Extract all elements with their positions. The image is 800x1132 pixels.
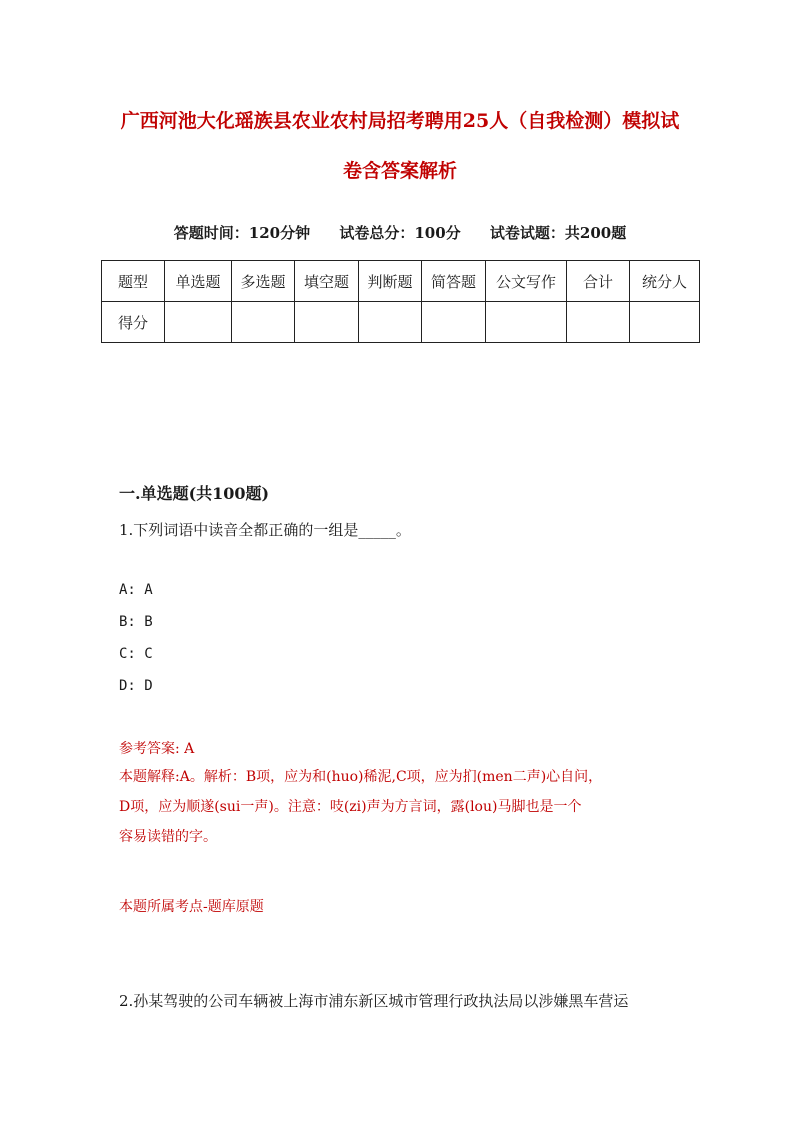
score-table [101, 260, 700, 343]
score-cell[interactable] [486, 302, 567, 343]
header-cell: 合计 [567, 261, 630, 302]
header-cell: 判断题 [359, 261, 422, 302]
score-cell[interactable] [422, 302, 486, 343]
score-cell[interactable] [165, 302, 232, 343]
exam-meta [100, 222, 700, 243]
exam-question-count: 试卷试题：共200题 [489, 224, 627, 242]
section-title: 一.单选题(共100题) [119, 484, 270, 503]
question-1-answer: 参考答案: A [119, 741, 195, 757]
title-line-2: 卷含答案解析 [342, 160, 457, 182]
question-1-explanation [119, 762, 679, 852]
question-1-option-b: B: B [119, 614, 153, 630]
score-table-header-row [102, 261, 700, 302]
question-1-source: 本题所属考点-题库原题 [119, 899, 264, 915]
question-1-option-a: A: A [119, 582, 153, 598]
question-1-option-c: C: C [119, 646, 153, 662]
explanation-line: D项，应为顺遂(sui一声)。注意：吱(zi)声为方言词，露(lou)马脚也是一个 [119, 799, 582, 815]
header-cell: 多选题 [232, 261, 295, 302]
question-1-text: 1.下列词语中读音全都正确的一组是_____。 [119, 521, 411, 539]
score-cell[interactable] [295, 302, 359, 343]
header-cell: 统分人 [630, 261, 700, 302]
header-cell: 公文写作 [486, 261, 567, 302]
header-cell: 题型 [102, 261, 165, 302]
document-title [100, 96, 700, 196]
exam-time: 答题时间：120分钟 [173, 224, 311, 242]
exam-total-score: 试卷总分：100分 [339, 224, 461, 242]
score-table-score-row [102, 302, 700, 343]
score-cell[interactable] [567, 302, 630, 343]
question-1-option-d: D: D [119, 678, 153, 694]
row-label-cell: 得分 [102, 302, 165, 343]
score-cell[interactable] [232, 302, 295, 343]
score-cell[interactable] [630, 302, 700, 343]
header-cell: 单选题 [165, 261, 232, 302]
title-line-1: 广西河池大化瑶族县农业农村局招考聘用25人（自我检测）模拟试 [120, 110, 680, 132]
header-cell: 简答题 [422, 261, 486, 302]
header-cell: 填空题 [295, 261, 359, 302]
explanation-line: 本题解释:A。解析：B项，应为和(huo)稀泥,C项，应为扪(men二声)心自问， [119, 769, 603, 785]
explanation-line: 容易读错的字。 [119, 829, 217, 845]
question-2-text: 2.孙某驾驶的公司车辆被上海市浦东新区城市管理行政执法局以涉嫌黑车营运 [119, 992, 629, 1010]
score-cell[interactable] [359, 302, 422, 343]
